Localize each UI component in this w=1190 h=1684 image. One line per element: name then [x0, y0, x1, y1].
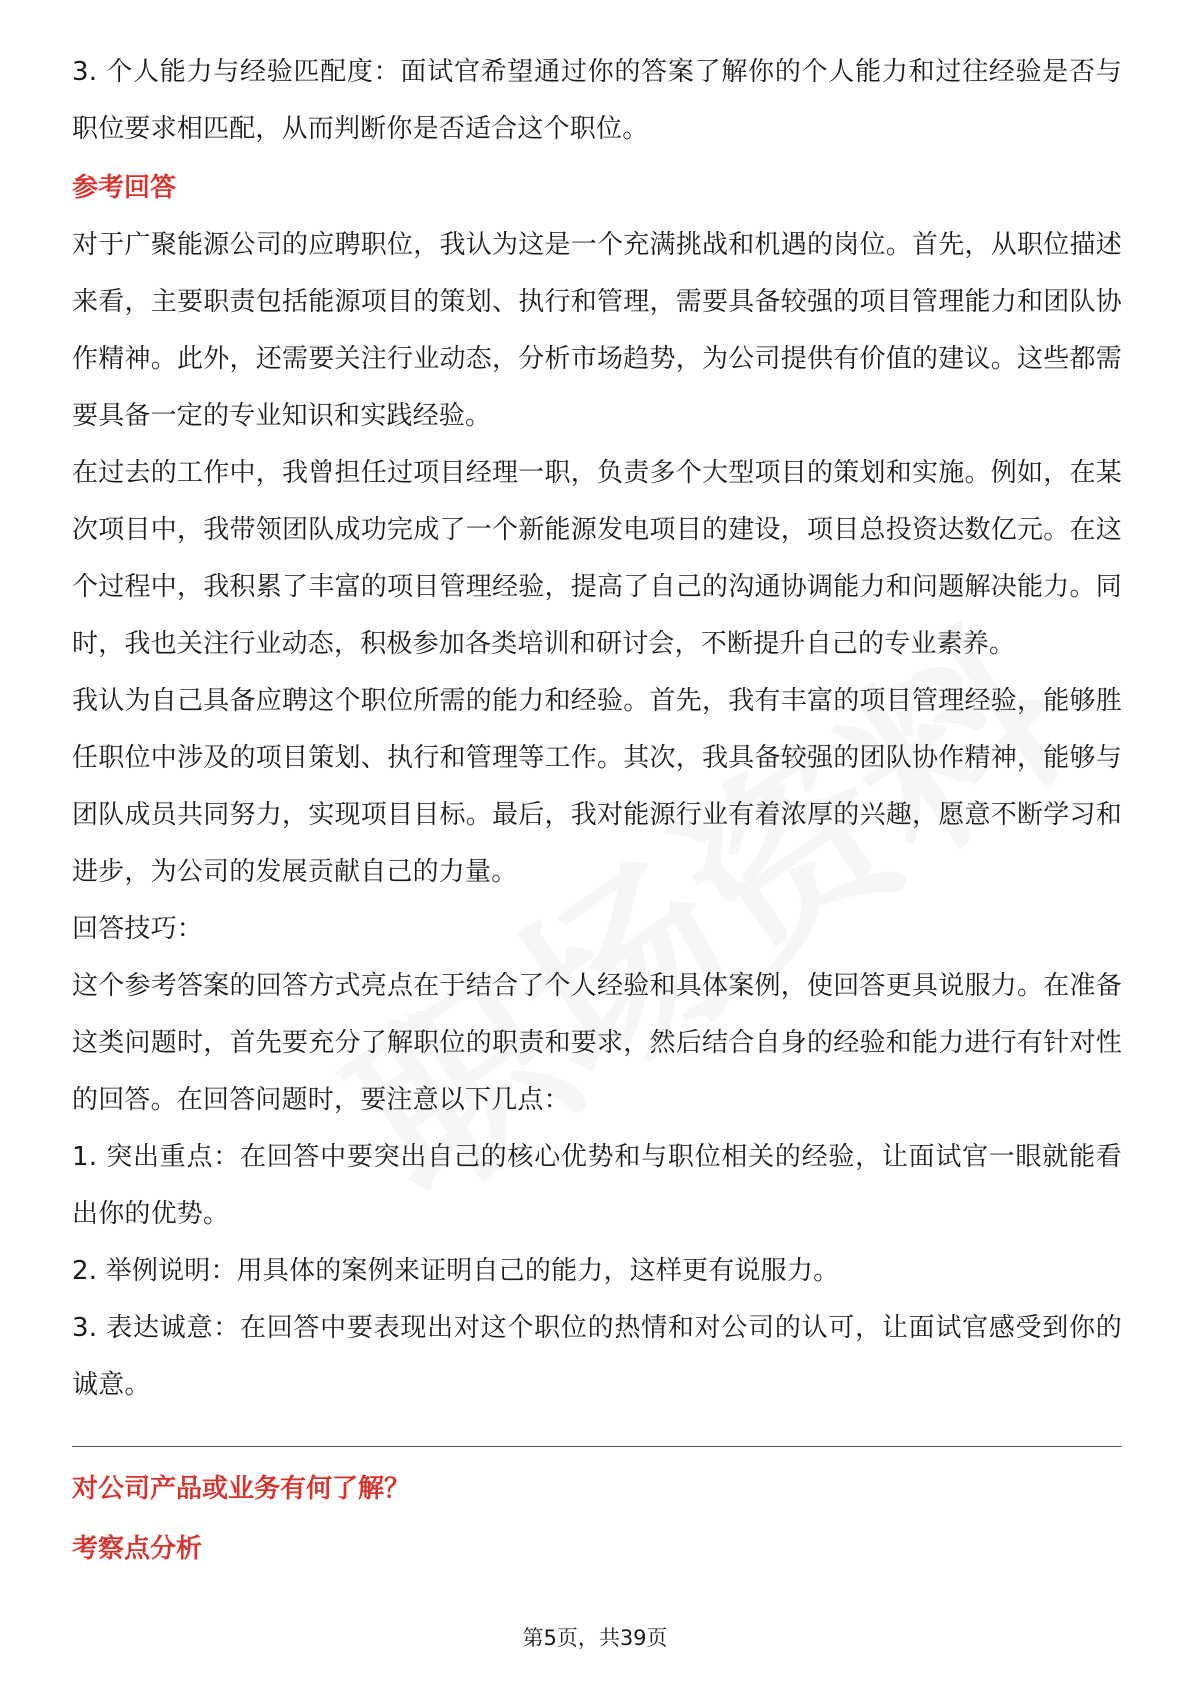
reference-answer-heading: 参考回答	[72, 173, 177, 203]
intro-item: 3. 个人能力与经验匹配度：面试官希望通过你的答案了解你的个人能力和过往经验是否与职位要求相匹配，从而判断你是否适合这个职位。	[72, 57, 1122, 144]
section-divider	[72, 1446, 1122, 1447]
answer-paragraph-2: 在过去的工作中，我曾担任过项目经理一职，负责多个大型项目的策划和实施。例如，在某次项目中，我带领团队成功完成了一个新能源发电项目的建设，项目总投资达数亿元。在这个过程中，我积累了丰富的项目管理经验，提高了自己的沟通协调能力和问题解决能力。同时，我也关注行业动态，积极参加各类培训和研讨会，不断提升自己的专业素养。	[72, 458, 1122, 659]
document-page	[72, 44, 1122, 1574]
tips-item-2: 2. 举例说明：用具体的案例来证明自己的能力，这样更有说服力。	[72, 1256, 840, 1286]
answer-paragraph-1: 对于广聚能源公司的应聘职位，我认为这是一个充满挑战和机遇的岗位。首先，从职位描述来看，主要职责包括能源项目的策划、执行和管理，需要具备较强的项目管理能力和团队协作精神。此外，还需要关注行业动态，分析市场趋势，为公司提供有价值的建议。这些都需要具备一定的专业知识和实践经验。	[72, 230, 1122, 431]
answer-paragraph-3: 我认为自己具备应聘这个职位所需的能力和经验。首先，我有丰富的项目管理经验，能够胜任职位中涉及的项目策划、执行和管理等工作。其次，我具备较强的团队协作精神，能够与团队成员共同努力，实现项目目标。最后，我对能源行业有着浓厚的兴趣，愿意不断学习和进步，为公司的发展贡献自己的力量。	[72, 686, 1122, 887]
analysis-heading: 考察点分析	[72, 1534, 203, 1564]
tips-item-1: 1. 突出重点：在回答中要突出自己的核心优势和与职位相关的经验，让面试官一眼就能看出你的优势。	[72, 1142, 1122, 1229]
page-number: 第5页，共39页	[522, 1626, 668, 1650]
tips-paragraph: 这个参考答案的回答方式亮点在于结合了个人经验和具体案例，使回答更具说服力。在准备这类问题时，首先要充分了解职位的职责和要求，然后结合自身的经验和能力进行有针对性的回答。在回答问题时，要注意以下几点：	[72, 971, 1122, 1115]
tips-item-3: 3. 表达诚意：在回答中要表现出对这个职位的热情和对公司的认可，让面试官感受到你的诚意。	[72, 1313, 1122, 1400]
tips-label: 回答技巧：	[72, 914, 204, 944]
next-question-heading: 对公司产品或业务有何了解？	[72, 1474, 411, 1504]
